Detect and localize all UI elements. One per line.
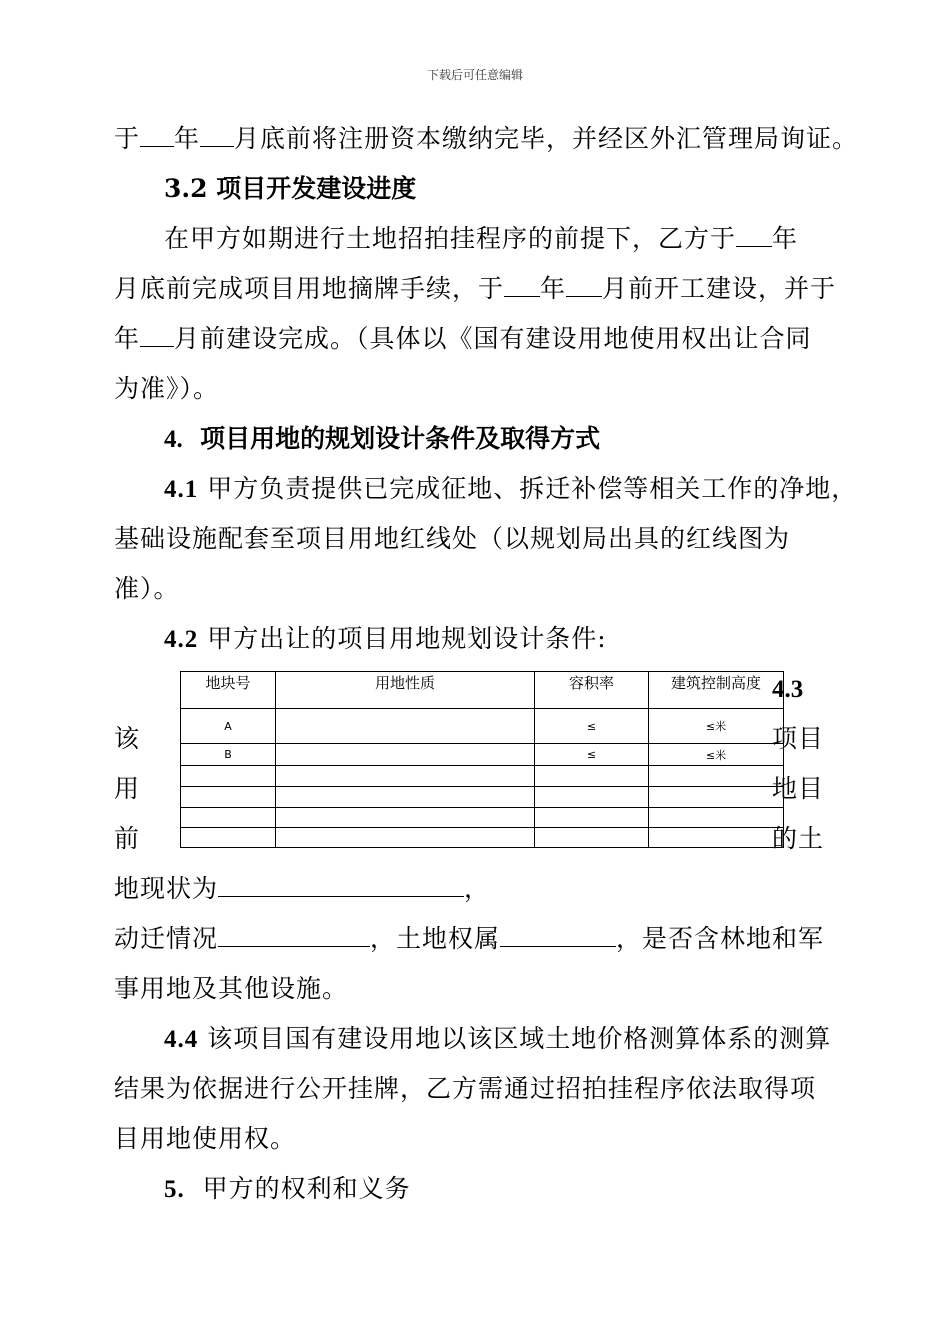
paragraph-line: 目用地使用权。	[114, 1124, 297, 1153]
table-cell: ≤	[535, 744, 649, 766]
table-cell	[276, 709, 535, 744]
table-row	[181, 766, 784, 787]
table-cell: B	[181, 744, 276, 766]
table-row	[181, 808, 784, 828]
section-heading-4: 4. 项目用地的规划设计条件及取得方式	[164, 424, 601, 453]
planning-conditions-table	[180, 671, 784, 848]
blank-field	[504, 272, 540, 297]
blank-field	[200, 122, 234, 147]
section-heading-5: 5. 甲方的权利和义务	[164, 1174, 411, 1203]
page-header: 下载后可任意编辑	[426, 68, 523, 82]
paragraph-line: 4.2 甲方出让的项目用地规划设计条件:	[164, 624, 607, 653]
paragraph-line: 于 年 月底前将注册资本缴纳完毕，并经区外汇管理局询证。	[114, 124, 859, 153]
wrapped-text: 前	[114, 824, 140, 853]
table-cell: ≤米	[649, 709, 784, 744]
blank-field	[500, 922, 616, 947]
column-header: 地块号	[181, 672, 276, 709]
blank-field	[218, 872, 464, 897]
table-cell: ≤	[535, 709, 649, 744]
paragraph-line: 在甲方如期进行土地招拍挂程序的前提下，乙方于 年	[164, 224, 799, 253]
wrapped-text: 项目	[772, 724, 825, 753]
paragraph-line: 地现状为 ，	[114, 874, 491, 903]
paragraph-line: 4.4 该项目国有建设用地以该区域土地价格测算体系的测算	[164, 1024, 832, 1053]
table-row	[181, 709, 784, 744]
table-row	[181, 744, 784, 766]
wrapped-text: 地目	[772, 774, 825, 803]
table-header-row	[181, 672, 784, 709]
wrapped-text: 用	[114, 774, 140, 803]
column-header: 用地性质	[276, 672, 535, 709]
paragraph-line: 事用地及其他设施。	[114, 974, 349, 1003]
table-row	[181, 828, 784, 848]
paragraph-line: 年 月前建设完成。（具体以《国有建设用地使用权出让合同	[114, 324, 812, 353]
table-cell	[276, 744, 535, 766]
table-row	[181, 787, 784, 808]
paragraph-line: 4.1 甲方负责提供已完成征地、拆迁补偿等相关工作的净地，	[164, 474, 858, 503]
paragraph-line: 为准》）。	[114, 374, 220, 403]
blank-field	[566, 272, 602, 297]
table-cell: ≤米	[649, 744, 784, 766]
column-header: 建筑控制高度	[649, 672, 784, 709]
paragraph-line: 结果为依据进行公开挂牌，乙方需通过招拍挂程序依法取得项	[114, 1074, 817, 1103]
section-heading-3-2: 3.2 项目开发建设进度	[164, 174, 417, 203]
blank-field	[140, 122, 174, 147]
section-number-4-3: 4.3	[772, 676, 804, 703]
table-cell: A	[181, 709, 276, 744]
column-header: 容积率	[535, 672, 649, 709]
blank-field	[736, 222, 772, 247]
paragraph-line: 动迁情况 ，土地权属 ，是否含林地和军	[114, 924, 825, 953]
blank-field	[218, 922, 370, 947]
blank-field	[140, 322, 174, 347]
paragraph-line: 准）。	[114, 574, 180, 603]
paragraph-line: 基础设施配套至项目用地红线处（以规划局出具的红线图为	[114, 524, 791, 553]
wrapped-text: 该	[114, 724, 140, 753]
paragraph-line: 月底前完成项目用地摘牌手续，于 年 月前开工建设，并于	[114, 274, 837, 303]
wrapped-text: 的土	[772, 824, 825, 853]
